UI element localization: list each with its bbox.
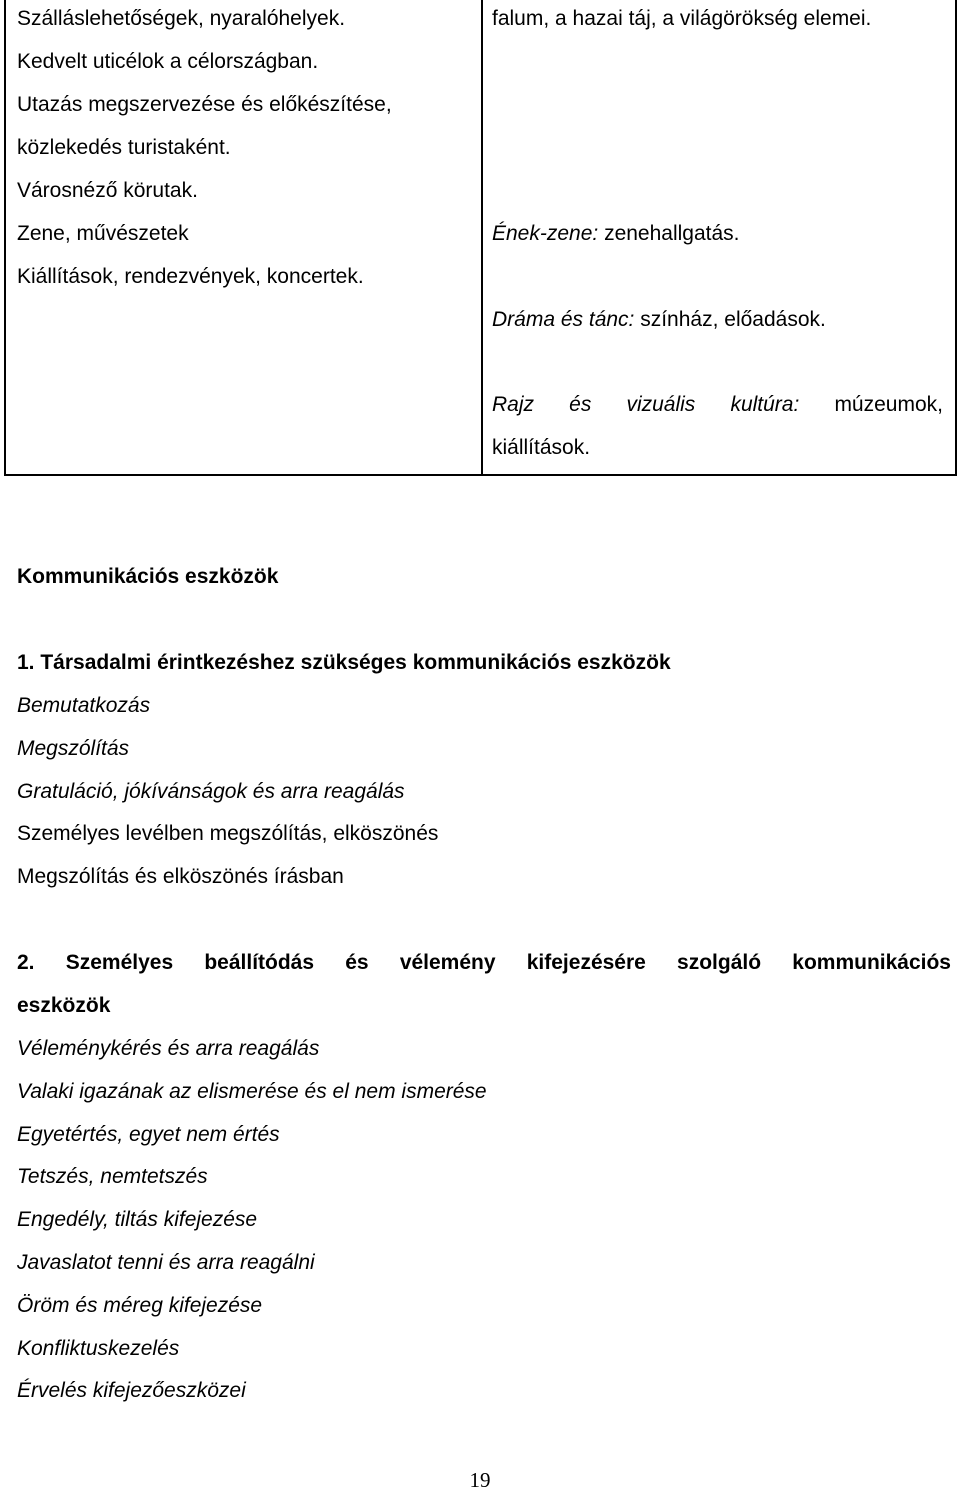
enek-label: Ének-zene: — [492, 222, 599, 245]
heading-word: kifejezésére — [526, 951, 646, 974]
list-item: Személyes levélben megszólítás, elköszönés — [17, 822, 439, 845]
heading-word: szolgáló — [677, 951, 762, 974]
table-right-line: kiállítások. — [492, 436, 591, 459]
heading-word: beállítódás — [204, 951, 315, 974]
list-item: Érvelés kifejezőeszközei — [17, 1379, 246, 1402]
list-item: Bemutatkozás — [17, 694, 151, 717]
rajz-word: Rajz — [492, 393, 535, 416]
rajz-text: múzeumok, — [834, 393, 943, 416]
rajz-word: és — [569, 393, 592, 416]
list-item: Véleménykérés és arra reagálás — [17, 1037, 320, 1060]
table-left-line: közlekedés turistaként. — [17, 136, 231, 159]
table-right-drama — [492, 307, 826, 332]
column-divider — [481, 0, 483, 474]
table-left-line: Zene, művészetek — [17, 222, 189, 245]
subsection-1-heading: 1. Társadalmi érintkezéshez szükséges kommunikációs eszközök — [17, 651, 671, 674]
list-item: Megszólítás és elköszönés írásban — [17, 865, 344, 888]
list-item: Egyetértés, egyet nem értés — [17, 1123, 280, 1146]
table-left-line: Kedvelt uticélok a célországban. — [17, 50, 319, 73]
section-title: Kommunikációs eszközök — [17, 565, 279, 588]
list-item: Javaslatot tenni és arra reagálni — [17, 1251, 315, 1274]
list-item: Valaki igazának az elismerése és el nem ismerése — [17, 1080, 487, 1103]
list-item: Megszólítás — [17, 737, 130, 760]
drama-label: Dráma és tánc: — [492, 308, 635, 331]
page-number: 19 — [469, 1468, 491, 1492]
heading-word: 2. — [17, 951, 35, 974]
rajz-word: kultúra: — [730, 393, 800, 416]
table-left-line: Szálláslehetőségek, nyaralóhelyek. — [17, 7, 346, 30]
list-item: Öröm és méreg kifejezése — [17, 1294, 263, 1317]
table-left-line: Kiállítások, rendezvények, koncertek. — [17, 265, 364, 288]
list-item: Gratuláció, jókívánságok és arra reagálás — [17, 780, 405, 803]
table-right-enek — [492, 221, 740, 246]
heading-word: kommunikációs — [792, 951, 951, 974]
subsection-2-heading-line2: eszközök — [17, 994, 111, 1017]
rajz-word: vizuális — [626, 393, 696, 416]
subsection-2-heading — [17, 950, 951, 975]
list-item: Tetszés, nemtetszés — [17, 1165, 208, 1188]
table-left-line: Utazás megszervezése és előkészítése, — [17, 93, 392, 116]
table-right-rajz — [492, 392, 943, 417]
list-item: Engedély, tiltás kifejezése — [17, 1208, 258, 1231]
heading-word: vélemény — [399, 951, 496, 974]
list-item: Konfliktuskezelés — [17, 1337, 180, 1360]
heading-word: Személyes — [65, 951, 174, 974]
enek-text: zenehallgatás. — [598, 222, 740, 245]
heading-word: és — [345, 951, 369, 974]
table-right-line: falum, a hazai táj, a világörökség elemei. — [492, 7, 872, 30]
drama-text: színház, előadások. — [634, 308, 826, 331]
table-left-line: Városnéző körutak. — [17, 179, 198, 202]
